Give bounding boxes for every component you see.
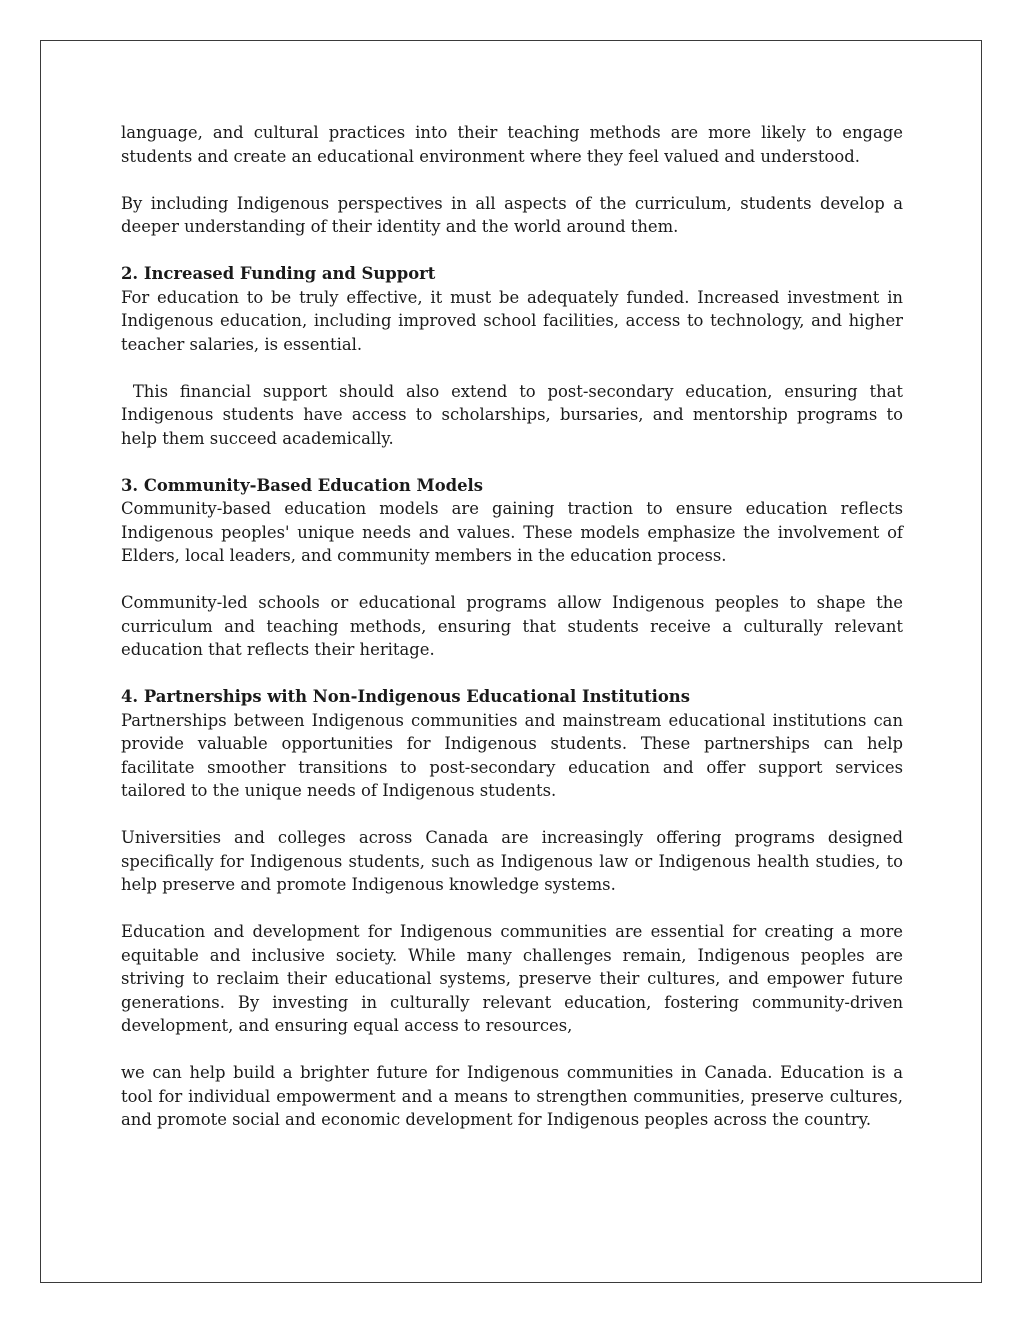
section-paragraph: Community-based education models are gaining traction to ensure education reflects Indigenous peoples' unique needs and values. These models emphasize the involvement of Elders, local leaders, and community members in the education process. <box>121 499 903 565</box>
section-paragraph: Universities and colleges across Canada are increasingly offering programs designed specifically for Indigenous students, such as Indigenous law or Indigenous health studies, to help preserve and promote Indigenous knowledge systems. <box>121 828 903 894</box>
section-paragraph: Partnerships between Indigenous communities and mainstream educational institutions can provide valuable opportunities for Indigenous students. These partnerships can help facilitate smoother transitions to post-secondary education and offer support services tailored to the unique needs of Indigenous students. <box>121 710 903 800</box>
conclusion-paragraph-2: we can help build a brighter future for Indigenous communities in Canada. Education is a tool for individual empowerment and a means to strengthen communities, preserve cultures, and promote social and economic development for Indigenous peoples across the country. <box>121 1063 903 1129</box>
conclusion-paragraph-1: Education and development for Indigenous communities are essential for creating a more equitable and inclusive society. While many challenges remain, Indigenous peoples are striving to reclaim their educational systems, preserve their cultures, and empower future generations. By investing in culturally relevant education, fostering community-driven development, and ensuring equal access to resources, <box>121 922 903 1035</box>
intro-paragraph-2: By including Indigenous perspectives in all aspects of the curriculum, students develop a deeper understanding of their identity and the world around them. <box>121 193 903 236</box>
section-funding-support <box>121 262 909 450</box>
section-partnerships <box>121 685 903 897</box>
section-heading: 3. Community-Based Education Models <box>121 475 483 495</box>
section-paragraph: This financial support should also extend to post-secondary education, ensuring that Indigenous students have access to scholarships, bursaries, and mentorship programs to help them succeed academically. <box>121 381 909 448</box>
section-community-education <box>121 474 903 662</box>
document-body <box>121 121 909 1155</box>
intro-paragraph-1: language, and cultural practices into their teaching methods are more likely to engage students and create an educational environment where they feel valued and understood. <box>121 123 903 166</box>
section-heading: 2. Increased Funding and Support <box>121 264 436 283</box>
section-heading: 4. Partnerships with Non-Indigenous Educational Institutions <box>121 687 690 706</box>
section-paragraph: For education to be truly effective, it must be adequately funded. Increased investment in Indigenous education, including improved school facilities, access to technology, and higher teacher salaries, is essential. <box>121 287 903 354</box>
section-paragraph: Community-led schools or educational programs allow Indigenous peoples to shape the curriculum and teaching methods, ensuring that students receive a culturally relevant education that reflects their heritage. <box>121 593 903 659</box>
